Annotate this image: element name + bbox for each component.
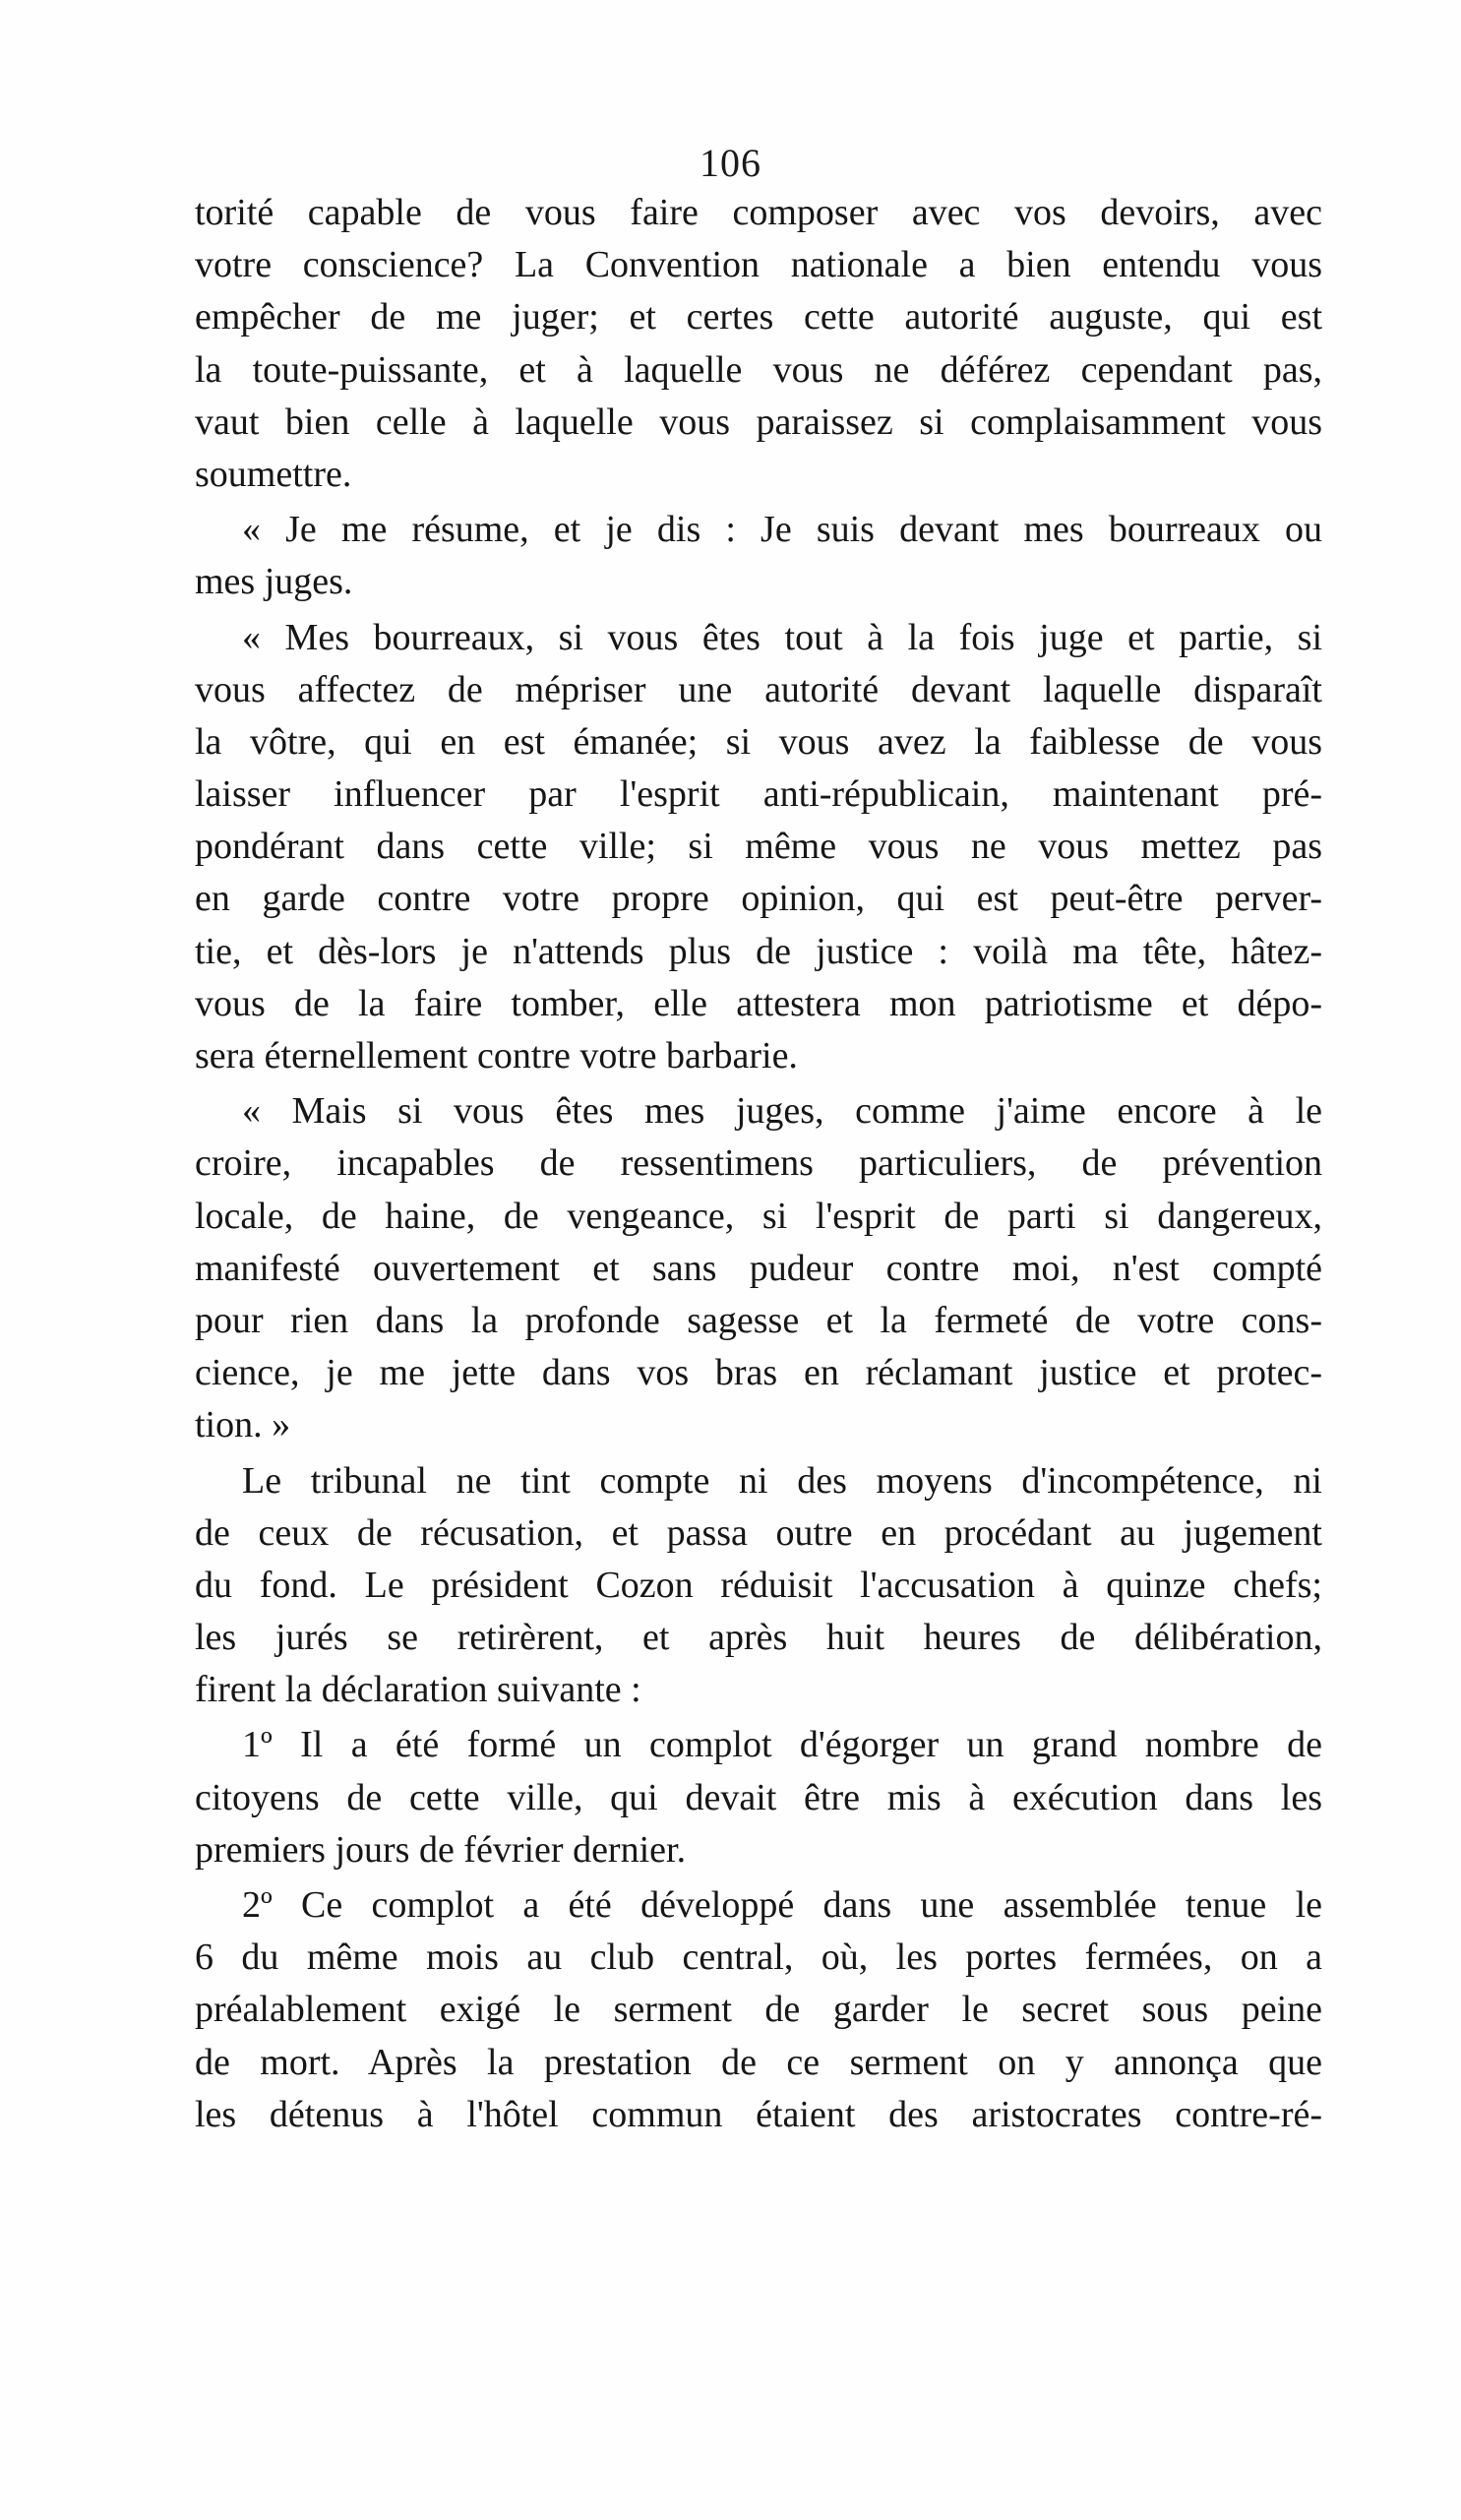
text-line: de mort. Après la prestation de ce serment on y annonça que bbox=[195, 2041, 1322, 2083]
text-line: sera éternellement contre votre barbarie. bbox=[195, 1035, 798, 1076]
text-line: tie, et dès-lors je n'attends plus de justice : voilà ma tête, hâtez- bbox=[195, 930, 1322, 972]
text-line: soumettre. bbox=[195, 453, 352, 495]
text-line: 2º Ce complot a été développé dans une assemblée tenue le bbox=[242, 1884, 1322, 1926]
text-line: pondérant dans cette ville; si même vous ne vous mettez pas bbox=[195, 826, 1322, 868]
text-line: les détenus à l'hôtel commun étaient des aristocrates contre-ré- bbox=[195, 2093, 1322, 2135]
text-line: la vôtre, qui en est émanée; si vous avez la faiblesse de vous bbox=[195, 720, 1322, 763]
text-line: « Mes bourreaux, si vous êtes tout à la fois juge et partie, si bbox=[242, 616, 1322, 658]
text-line: « Je me résume, et je dis : Je suis devant mes bourreaux ou bbox=[242, 509, 1322, 551]
text-line: laisser influencer par l'esprit anti-républicain, maintenant pré- bbox=[195, 773, 1322, 816]
text-line: vous affectez de mépriser une autorité devant laquelle disparaît bbox=[195, 668, 1322, 710]
text-line: manifesté ouvertement et sans pudeur contre moi, n'est compté bbox=[195, 1247, 1322, 1289]
text-line: premiers jours de février dernier. bbox=[195, 1828, 687, 1871]
text-line: préalablement exigé le serment de garder le secret sous peine bbox=[195, 1989, 1322, 2031]
text-line: empêcher de me juger; et certes cette autorité auguste, qui est bbox=[195, 296, 1322, 338]
text-line: vaut bien celle à laquelle vous paraissez si complaisamment vous bbox=[195, 400, 1322, 443]
text-line: torité capable de vous faire composer avec vos devoirs, avec bbox=[195, 192, 1322, 233]
text-line: du fond. Le président Cozon réduisit l'accusation à quinze chefs; bbox=[195, 1564, 1322, 1606]
text-line: les jurés se retirèrent, et après huit heures de délibération, bbox=[195, 1617, 1322, 1659]
body-text bbox=[195, 187, 1322, 2141]
page-number: 106 bbox=[700, 141, 761, 185]
text-line: vous de la faire tomber, elle attestera mon patriotisme et dépo- bbox=[195, 982, 1322, 1024]
text-line: 6 du même mois au club central, où, les portes fermées, on a bbox=[195, 1936, 1322, 1979]
text-line: la toute-puissante, et à laquelle vous ne déférez cependant pas, bbox=[195, 348, 1322, 391]
text-line: « Mais si vous êtes mes juges, comme j'aime encore à le bbox=[242, 1090, 1322, 1133]
text-line: votre conscience? La Convention nationale a bien entendu vous bbox=[195, 244, 1322, 286]
text-line: locale, de haine, de vengeance, si l'esprit de parti si dangereux, bbox=[195, 1195, 1322, 1237]
text-line: croire, incapables de ressentimens particuliers, de prévention bbox=[195, 1142, 1322, 1185]
text-line: en garde contre votre propre opinion, qui est peut-être perver- bbox=[195, 878, 1322, 920]
text-line: pour rien dans la profonde sagesse et la fermeté de votre cons- bbox=[195, 1299, 1322, 1341]
text-line: tion. » bbox=[195, 1404, 291, 1446]
text-line: mes juges. bbox=[195, 561, 353, 603]
text-line: citoyens de cette ville, qui devait être mis à exécution dans les bbox=[195, 1776, 1322, 1818]
text-line: cience, je me jette dans vos bras en réclamant justice et protec- bbox=[195, 1352, 1322, 1394]
text-line: 1º Il a été formé un complot d'égorger un grand nombre de bbox=[242, 1724, 1322, 1766]
text-line: firent la déclaration suivante : bbox=[195, 1669, 641, 1711]
text-line: Le tribunal ne tint compte ni des moyens d'incompétence, ni bbox=[242, 1459, 1322, 1502]
text-line: de ceux de récusation, et passa outre en procédant au jugement bbox=[195, 1511, 1322, 1554]
